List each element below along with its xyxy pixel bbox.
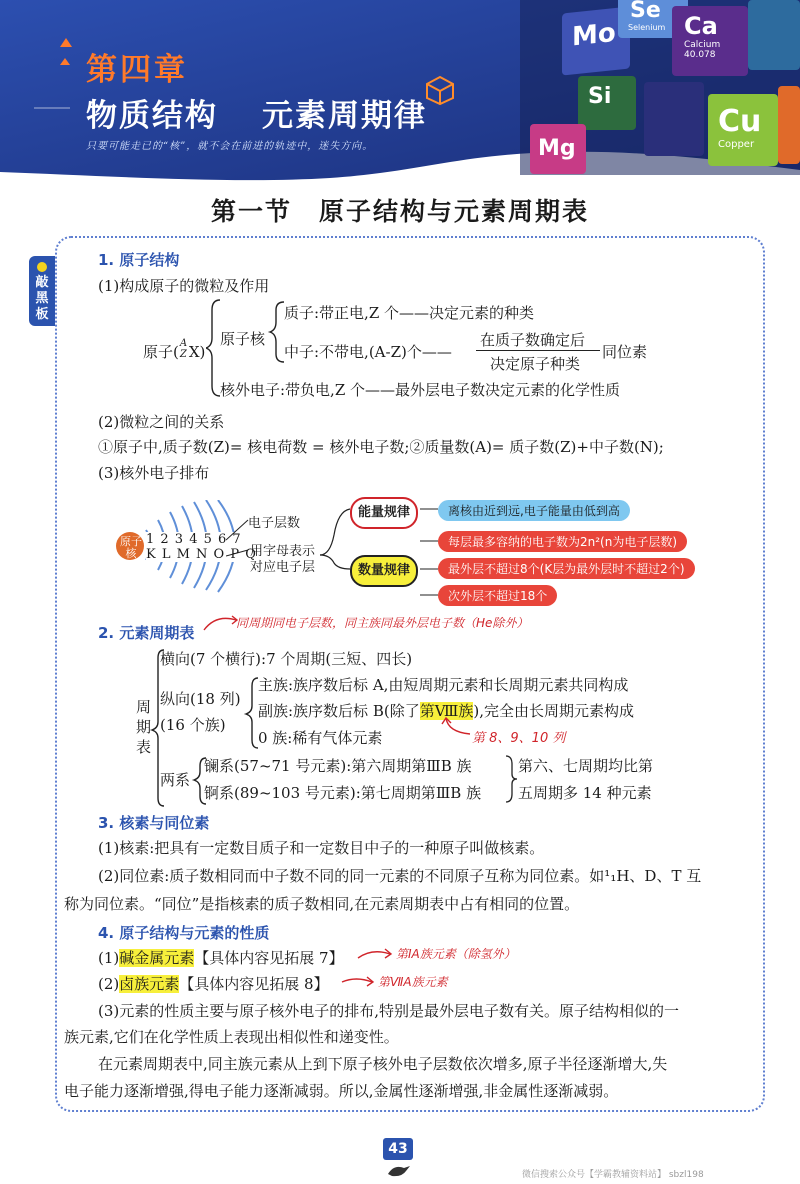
s3-p2-line2: 称为同位素。“同位”是指核素的质子数相同,在元素周期表中占有相同的位置。 xyxy=(64,895,580,913)
s3-p2-line1: (2)同位素:质子数相同而中子数不同的同一元素的不同原子互称为同位素。如¹₁H、D、T 互 xyxy=(98,867,702,885)
page-number: 43 xyxy=(383,1138,413,1160)
count-rule-1: 每层最多容纳的电子数为2n²(n为电子层数) xyxy=(438,531,687,552)
s4-p1: (1)碱金属元素【具体内容见拓展 7】 xyxy=(98,949,344,967)
letter-label-1: 用字母表示 xyxy=(250,544,316,559)
handwritten-note-alkali: 第ⅠA族元素（除氢外） xyxy=(396,947,516,961)
chapter-title-b: 元素周期律 xyxy=(262,98,427,134)
s3-p1: (1)核素:把具有一定数目质子和一定数目中子的一种原子叫做核素。 xyxy=(98,839,545,857)
triangle-up-icon xyxy=(60,38,72,47)
element-tile-dark xyxy=(644,82,704,156)
chapter-banner xyxy=(0,0,800,190)
note-arrow-3 xyxy=(356,944,396,966)
element-tile-orange xyxy=(778,86,800,164)
atom-label: 原子( A Z X) xyxy=(143,338,206,361)
element-tile-si: Si xyxy=(578,76,636,130)
cube-icon xyxy=(424,74,456,106)
actinide-text: 锕系(89~103 号元素):第七周期第ⅢB 族 xyxy=(204,784,482,802)
alkali-metal-highlight: 碱金属元素 xyxy=(119,949,195,967)
vertical-groups: (16 个族) xyxy=(160,716,226,734)
note-arrow-4 xyxy=(340,972,380,992)
vertical-columns: 纵向(18 列) xyxy=(160,690,241,708)
series-note-1: 第六、七周期均比第 xyxy=(518,757,654,775)
s1-p2-title: (2)微粒之间的关系 xyxy=(98,413,225,431)
neutron-bottom-text: 决定原子种类 xyxy=(490,355,581,373)
series-brace xyxy=(504,754,518,804)
lightbulb-icon xyxy=(37,262,47,272)
s4-p2: (2)卤族元素【具体内容见拓展 8】 xyxy=(98,975,329,993)
element-tile-mg: Mg xyxy=(530,124,586,174)
halogen-highlight: 卤族元素 xyxy=(119,975,180,993)
chapter-motto: 只要可能走已的“核”，就不会在前进的轨迹中，迷失方向。 xyxy=(86,141,374,152)
s1-p1-title: (1)构成原子的微粒及作用 xyxy=(98,277,270,295)
proton-text: 质子:带正电,Z 个——决定元素的种类 xyxy=(284,304,535,322)
chapter-number: 第四章 xyxy=(86,52,188,88)
handwritten-note-columns: 第 8、9、10 列 xyxy=(472,731,566,746)
isotope-word: 同位素 xyxy=(602,343,648,361)
count-rule-3: 次外层不超过18个 xyxy=(438,585,557,606)
element-tile-cu: Cu Copper xyxy=(708,94,778,166)
shell-letters: K L M N O P Q xyxy=(146,547,257,562)
fraction-line xyxy=(476,350,600,351)
shell-numbers: 1 2 3 4 5 6 7 xyxy=(146,532,242,547)
electron-text: 核外电子:带负电,Z 个——最外层电子数决定元素的化学性质 xyxy=(220,381,621,399)
handwritten-note-halogen: 第ⅦA族元素 xyxy=(378,975,448,989)
count-rule-2: 最外层不超过8个(K层为最外层时不超过2个) xyxy=(438,558,695,579)
side-tag: 敲 黑 板 xyxy=(29,256,55,326)
element-tile-blue xyxy=(748,0,800,70)
lanthanide-text: 镧系(57~71 号元素):第六周期第ⅢB 族 xyxy=(204,757,472,775)
shell-count-label: 电子层数 xyxy=(248,516,301,531)
nucleus-label-small: 原子核 xyxy=(120,535,142,560)
main-group-text: 主族:族序数后标 A,由短周期元素和长周期元素共同构成 xyxy=(258,676,629,694)
heading-structure-properties: 4. 原子结构与元素的性质 xyxy=(98,924,270,942)
note-arrow-2 xyxy=(440,716,476,742)
zero-group-text: 0 族:稀有气体元素 xyxy=(258,729,383,747)
element-tile-mo: Mo xyxy=(562,6,630,75)
series-note-2: 五周期多 14 种元素 xyxy=(518,784,652,802)
s4-p3-line2: 族元素,它们在化学性质上表现出相似性和递变性。 xyxy=(64,1028,399,1046)
horizontal-periods: 横向(7 个横行):7 个周期(三短、四长) xyxy=(160,650,413,668)
count-rule-badge: 数量规律 xyxy=(350,555,418,587)
sub-group-text: 副族:族序数后标 B(除了第Ⅷ族),完全由长周期元素构成 xyxy=(258,702,634,720)
group-viii-highlight: 第Ⅷ族 xyxy=(419,702,474,720)
watermark-text: 微信搜索公众号【学霸教辅资料站】 sbzl198 xyxy=(522,1170,704,1180)
letter-label-2: 对应电子层 xyxy=(250,560,316,575)
periodic-side-label: 周 期 表 xyxy=(136,698,152,756)
heading-atomic-structure: 1. 原子结构 xyxy=(98,251,180,269)
energy-rule-badge: 能量规律 xyxy=(350,497,418,529)
bird-icon xyxy=(384,1160,412,1180)
element-tile-se: Se Selenium xyxy=(618,0,688,38)
energy-rule-text: 离核由近到远,电子能量由低到高 xyxy=(438,500,630,521)
two-series-label: 两系 xyxy=(160,771,191,789)
s4-p4-line1: 在元素周期表中,同主族元素从上到下原子核外电子层数依次增多,原子半径逐渐增大,失 xyxy=(98,1055,668,1073)
chapter-title-a: 物质结构 xyxy=(86,98,218,134)
neutron-text: 中子:不带电,(A-Z)个—— xyxy=(284,343,452,361)
element-tile-ca: Ca Calcium 40.078 xyxy=(672,6,748,76)
nucleus-label: 原子核 xyxy=(220,330,266,348)
s4-p4-line2: 电子能力逐渐增强,得电子能力逐渐减弱。所以,金属性逐渐增强,非金属性逐渐减弱。 xyxy=(64,1082,619,1100)
section-title: 第一节 原子结构与元素周期表 xyxy=(210,197,589,226)
s4-p3-line1: (3)元素的性质主要与原子核外电子的排布,特别是最外层电子数有关。原子结构相似的一 xyxy=(98,1002,680,1020)
s1-p2-text: ①原子中,质子数(Z)= 核电荷数 = 核外电子数;②质量数(A)= 质子数(Z)+中子数(N); xyxy=(98,438,664,456)
triangle-small-icon xyxy=(60,58,70,65)
handwritten-note-period: 同周期同电子层数，同主族同最外层电子数（He除外） xyxy=(236,616,529,630)
neutron-top-text: 在质子数确定后 xyxy=(480,331,586,349)
s1-p3-title: (3)核外电子排布 xyxy=(98,464,210,482)
heading-nuclides: 3. 核素与同位素 xyxy=(98,814,210,832)
heading-periodic-table: 2. 元素周期表 xyxy=(98,624,195,642)
